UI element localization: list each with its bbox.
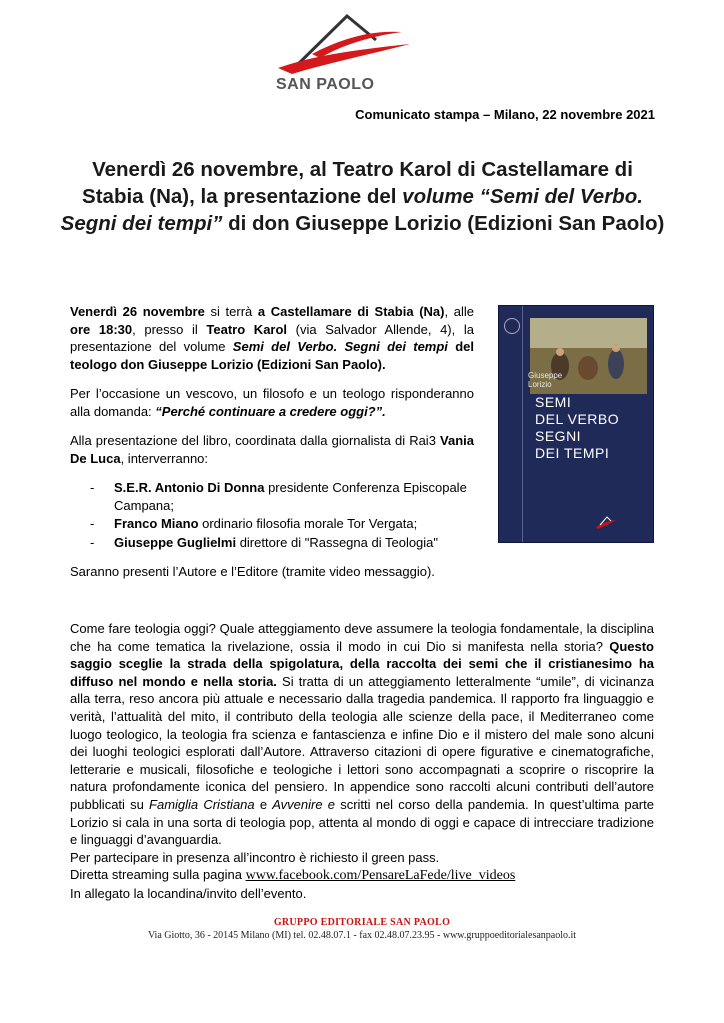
- cover-publisher-logo-icon: [594, 514, 618, 532]
- footer-org: GRUPPO EDITORIALE SAN PAOLO: [273, 917, 451, 928]
- speaker-role: ordinario filosofia morale Tor Vergata;: [198, 516, 418, 531]
- intro-text: , alle: [444, 304, 474, 319]
- event-time: ore 18:30: [70, 321, 133, 337]
- speaker-role: presidente Conferenza Episcopale Campana;: [114, 480, 467, 513]
- intro-text: (via Salvador Allende, 4), la presentazione del volume: [70, 321, 474, 354]
- intro-text: si terrà: [204, 304, 258, 319]
- description-text: scritti nel corso della pandemia. In quest’ultima parte Lorizio si cala in una sorta di teologia pop, attenta al mondo di oggi e capace di intrecciare tradizione e linguaggi d’avanguardia.: [70, 796, 654, 848]
- event-date: Venerdì 26 novembre: [70, 304, 205, 319]
- cover-stripe: [522, 306, 523, 542]
- speaker-name: Giuseppe Guglielmi: [114, 534, 237, 550]
- footer: [0, 917, 724, 941]
- headline-part-2: volume “Semi del Verbo. Segni dei tempi”: [60, 185, 643, 235]
- description-text: e: [254, 796, 273, 812]
- cover-emblem-icon: [504, 318, 520, 334]
- headline-part-3: di don Giuseppe Lorizio (Edizioni San Paolo): [222, 212, 665, 235]
- question-quote: “Perché continuare a credere oggi?”.: [155, 403, 386, 419]
- streaming-link[interactable]: www.facebook.com/PensareLaFede/live_videos: [245, 868, 516, 884]
- speakers-intro-text: Alla presentazione del libro, coordinata dalla giornalista di Rai3: [70, 433, 441, 448]
- list-bullet: -: [90, 480, 95, 495]
- intro-text: , presso il: [132, 321, 207, 337]
- book-author: del teologo don Giuseppe Lorizio (Edizioni San Paolo).: [70, 339, 474, 372]
- cover-title-line: DEL VERBO: [535, 411, 620, 427]
- speakers-list: [70, 479, 474, 551]
- description-paragraph: [70, 620, 654, 849]
- description-highlight: Questo saggio sceglie la strada della spigolatura, della raccolta dei semi che il cristianesimo ha diffuso nel mondo e nella storia.: [70, 638, 654, 689]
- speakers-intro-paragraph: [70, 432, 474, 467]
- speaker-role: direttore di "Rassegna di Teologia": [236, 534, 439, 550]
- streaming-label: Diretta streaming sulla pagina: [70, 867, 246, 883]
- description-text: Come fare teologia oggi? Quale atteggiamento deve assumere la teologia fondamentale, la disciplina che ha come tematica la rivelazione, ossia il modo in cui Dio si manifesta nella storia?: [70, 621, 654, 654]
- publication-name: Famiglia Cristiana: [149, 796, 255, 812]
- moderator-name: Vania De Luca: [70, 433, 474, 466]
- attachment-note: In allegato la locandina/invito dell’evento.: [70, 885, 307, 901]
- footer-address: Via Giotto, 36 - 20145 Milano (MI) tel. 02.48.07.1 - fax 02.48.07.23.95 - www.gruppoeditorialesanpaolo.it: [147, 930, 577, 941]
- press-release-dateline: Comunicato stampa – Milano, 22 novembre 2021: [355, 107, 655, 122]
- publication-name: Avvenire e: [272, 796, 336, 812]
- presence-paragraph: Saranno presenti l’Autore e l’Editore (tramite video messaggio).: [70, 564, 435, 579]
- cover-title: [535, 394, 619, 462]
- speakers-intro-text: , interverranno:: [120, 450, 209, 466]
- cover-author: [528, 371, 588, 389]
- question-text: Per l’occasione un vescovo, un filosofo e un teologo risponderanno alla domanda:: [70, 386, 474, 419]
- speaker-item: [70, 534, 474, 552]
- description-text: Si tratta di un atteggiamento letteralmente “umile”, di vicinanza alla terra, reso ancora più attuale e necessario dalla tragedia pandemica. Il rapporto fra linguaggio e verità, l’attualità del mito, il contributo della teologia alle scienze della pace, il Mediterraneo come luogo teologico, la teologia fra scienza e fantascienza e infine Dio e il mistero del male sono alcuni dei luoghi teologici esplorati dall’Autore. Attraverso citazioni di opere figurative e cinematografiche, letterarie e musicali, filosofiche e teologiche i lettori sono accompagnati a scoprire o riscoprire la natura profondamente iconica del pensiero. In appendice sono raccolti alcuni contributi dell’autore pubblicati su: [70, 673, 654, 812]
- streaming-line: [70, 866, 654, 885]
- list-bullet: -: [90, 516, 95, 531]
- speaker-item: [70, 515, 474, 533]
- intro-paragraph: [70, 303, 474, 373]
- book-title: Semi del Verbo. Segni dei tempi: [232, 339, 448, 354]
- cover-title-line: SEMI: [535, 394, 572, 410]
- cover-author-last: Lorizio: [528, 380, 552, 389]
- event-venue: Teatro Karol: [206, 321, 288, 337]
- speaker-item: [70, 479, 474, 514]
- cover-title-line: DEI TEMPI: [535, 445, 610, 461]
- cover-author-first: Giuseppe: [528, 371, 563, 380]
- event-city: a Castellamare di Stabia (Na): [257, 304, 445, 319]
- book-cover: [499, 306, 653, 542]
- san-paolo-logo-mark: [272, 10, 414, 80]
- speaker-name: Franco Miano: [114, 516, 199, 531]
- intro-column: [70, 303, 474, 593]
- san-paolo-logo: [272, 10, 414, 94]
- description-body: [70, 620, 654, 903]
- green-pass-note: Per partecipare in presenza all’incontro è richiesto il green pass.: [70, 849, 440, 865]
- question-paragraph: [70, 385, 474, 420]
- logo-wordmark: SAN PAOLO: [276, 76, 375, 93]
- headline-part-1: Venerdì 26 novembre, al Teatro Karol di Castellamare di Stabia (Na), la presentazione del: [82, 158, 633, 208]
- headline: [60, 156, 665, 237]
- list-bullet: -: [90, 534, 95, 550]
- speaker-name: S.E.R. Antonio Di Donna: [114, 480, 265, 495]
- cover-title-line: SEGNI: [535, 428, 582, 444]
